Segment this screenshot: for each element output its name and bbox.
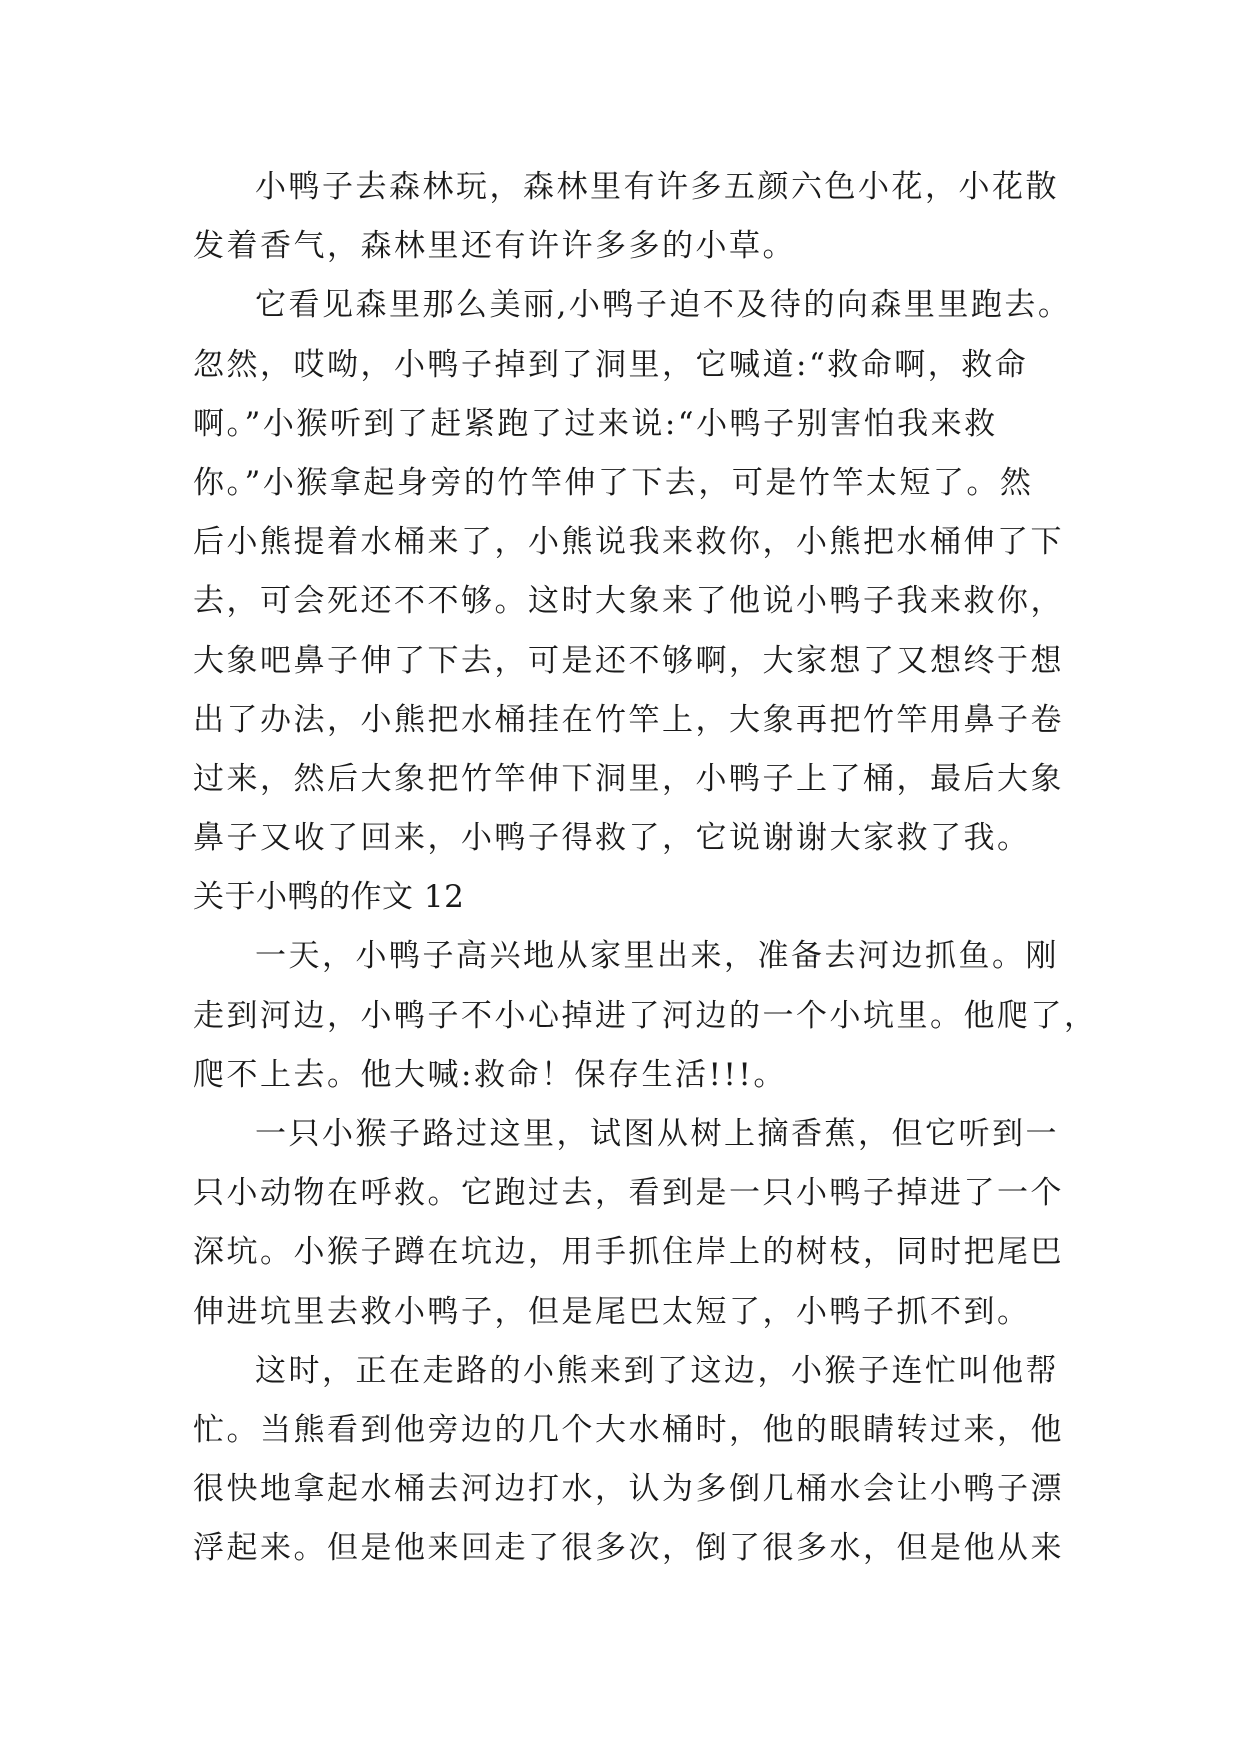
paragraph-line: 大象吧鼻子伸了下去，可是还不够啊，大家想了又想终于想 <box>193 642 1064 679</box>
paragraph-line: 这时，正在走路的小熊来到了这边，小猴子连忙叫他帮 <box>255 1352 1059 1389</box>
paragraph-line: 伸进坑里去救小鸭子，但是尾巴太短了，小鸭子抓不到。 <box>193 1293 1031 1330</box>
paragraph-line: 走到河边，小鸭子不小心掉进了河边的一个小坑里。他爬了， <box>193 997 1098 1034</box>
paragraph-line: 深坑。小猴子蹲在坑边，用手抓住岸上的树枝，同时把尾巴 <box>193 1234 1064 1271</box>
paragraph-line: 过来，然后大象把竹竿伸下洞里，小鸭子上了桶，最后大象 <box>193 760 1064 797</box>
paragraph-line: 一只小猴子路过这里，试图从树上摘香蕉，但它听到一 <box>255 1116 1059 1152</box>
paragraph-line: 去，可会死还不不够。这时大象来了他说小鸭子我来救你， <box>193 583 1064 620</box>
paragraph-line: 啊。”小猴听到了赶紧跑了过来说:“小鸭子别害怕我来救 <box>193 405 998 442</box>
paragraph-line: 一天，小鸭子高兴地从家里出来，准备去河边抓鱼。刚 <box>255 938 1059 975</box>
paragraph-line: 鼻子又收了回来，小鸭子得救了，它说谢谢大家救了我。 <box>193 820 1031 857</box>
paragraph-line: 小鸭子去森林玩，森林里有许多五颜六色小花，小花散 <box>255 169 1059 205</box>
paragraph-line: 很快地拿起水桶去河边打水，认为多倒几桶水会让小鸭子漂 <box>193 1471 1064 1508</box>
paragraph-line: 它看见森里那么美丽,小鸭子迫不及待的向森里里跑去。 <box>255 287 1072 324</box>
paragraph-line: 爬不上去。他大喊:救命！保存生活!!!。 <box>193 1056 787 1093</box>
paragraph-line: 你。”小猴拿起身旁的竹竿伸了下去，可是竹竿太短了。然 <box>193 464 1034 501</box>
paragraph-line: 浮起来。但是他来回走了很多次，倒了很多水，但是他从来 <box>193 1530 1064 1567</box>
paragraph-line: 忽然，哎呦，小鸭子掉到了洞里，它喊道:“救命啊，救命 <box>193 346 1029 383</box>
section-heading: 关于小鸭的作文 12 <box>193 879 465 916</box>
paragraph-line: 只小动物在呼救。它跑过去，看到是一只小鸭子掉进了一个 <box>193 1175 1064 1212</box>
paragraph-line: 忙。当熊看到他旁边的几个大水桶时，他的眼睛转过来，他 <box>193 1411 1064 1448</box>
paragraph-line: 发着香气，森林里还有许许多多的小草。 <box>193 228 796 265</box>
paragraph-line: 出了办法，小熊把水桶挂在竹竿上，大象再把竹竿用鼻子卷 <box>193 701 1064 738</box>
document-page <box>193 158 1098 1579</box>
paragraph-line: 后小熊提着水桶来了，小熊说我来救你，小熊把水桶伸了下 <box>193 524 1064 561</box>
